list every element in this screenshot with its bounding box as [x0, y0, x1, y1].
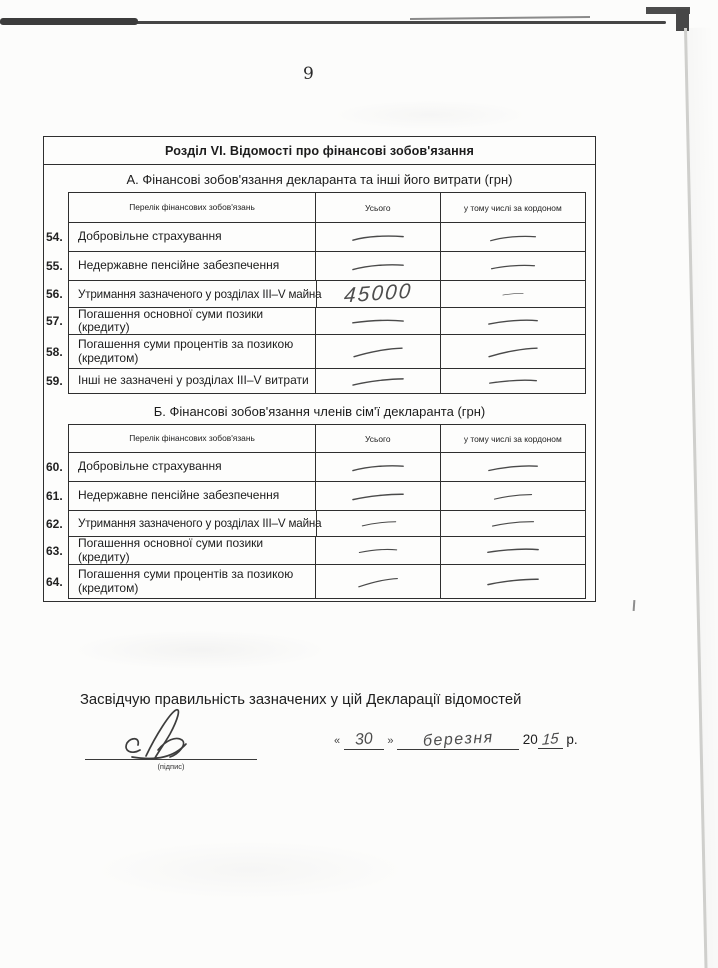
handwritten-month: березня — [422, 729, 494, 750]
table-row — [46, 334, 585, 368]
row-number: 64. — [46, 574, 63, 589]
handwritten-dash — [356, 574, 399, 588]
row-number: 57. — [46, 314, 63, 328]
table-row — [46, 510, 585, 536]
handwritten-dash — [493, 490, 534, 502]
date-line — [334, 731, 578, 750]
attestation-statement: Засвідчую правильність зазначених у цій Декларації відомостей — [80, 692, 522, 708]
table-row — [46, 279, 585, 308]
table-row — [46, 251, 585, 280]
row-number: 55. — [46, 259, 63, 273]
row-number: 60. — [46, 460, 63, 474]
row-label: Погашення суми процентів за позикою (кредитом) — [69, 565, 316, 598]
handwritten-dash — [485, 545, 541, 556]
table-header-row — [69, 193, 585, 222]
row-number: 54. — [46, 230, 63, 244]
handwritten-dash — [350, 375, 406, 388]
row-label: Погашення основної суми позики (кредиту) — [69, 308, 316, 334]
column-header-abroad: у тому числі за кордоном — [463, 433, 562, 444]
part-b-title: Б. Фінансові зобов'язання членів сім'ї декларанта (грн) — [153, 404, 486, 419]
handwritten-dash — [485, 576, 541, 588]
table-row — [46, 222, 585, 251]
section-vi-title: Розділ VI. Відомості про фінансові зобов'язання — [44, 137, 595, 165]
handwritten-dash — [351, 461, 405, 473]
close-quote: » — [387, 735, 394, 747]
handwritten-amount: 45000 — [343, 279, 414, 308]
row-label: Утримання зазначеного у розділах III–V майна — [69, 281, 317, 307]
table-header-row — [69, 425, 585, 452]
handwritten-dash — [490, 261, 536, 272]
scan-smudge — [90, 840, 410, 900]
table-row — [46, 452, 585, 481]
handwritten-signature — [112, 706, 272, 764]
handwritten-dash — [502, 289, 525, 299]
open-quote: « — [334, 735, 341, 747]
table-row — [46, 368, 585, 393]
row-number: 58. — [46, 344, 63, 359]
handwritten-dash — [487, 316, 539, 327]
row-label: Погашення суми процентів за позикою (кредитом) — [69, 335, 316, 368]
scan-artifact-top-line — [0, 21, 666, 24]
handwritten-dash — [350, 260, 406, 272]
handwritten-dash — [489, 232, 537, 243]
handwritten-dash — [350, 316, 406, 326]
column-header-list: Перелік фінансових зобов'язань — [69, 193, 316, 222]
handwritten-day: 30 — [354, 730, 374, 749]
handwritten-dash — [351, 232, 405, 243]
handwritten-dash — [486, 344, 539, 358]
table-row — [46, 564, 585, 598]
column-header-total: Усього — [316, 425, 441, 452]
table-row — [46, 481, 585, 510]
handwritten-dash — [358, 545, 398, 555]
row-label: Інші не зазначені у розділах III–V витрати — [69, 369, 316, 393]
table-row — [46, 306, 585, 334]
column-header-total: Усього — [316, 193, 441, 222]
signature-caption: (підпис) — [157, 762, 185, 771]
page-number: 9 — [303, 64, 314, 84]
handwritten-dash — [360, 518, 397, 529]
handwritten-dash — [488, 376, 538, 387]
row-label: Недержавне пенсійне забезпечення — [69, 482, 316, 510]
row-number: 61. — [46, 489, 63, 503]
handwritten-dash — [487, 461, 539, 473]
row-number: 59. — [46, 374, 63, 388]
year-century: 20 — [522, 732, 538, 747]
row-number: 56. — [46, 287, 63, 301]
column-header-abroad: у тому числі за кордоном — [463, 202, 562, 213]
row-label: Погашення основної суми позики (кредиту) — [69, 537, 316, 564]
handwritten-dash — [351, 490, 405, 502]
scan-artifact-paper-edge — [684, 28, 708, 968]
row-label: Недержавне пенсійне забезпечення — [69, 252, 316, 280]
row-label: Добровільне страхування — [69, 223, 316, 251]
row-label: Добровільне страхування — [69, 453, 316, 481]
table-row — [46, 536, 585, 564]
year-suffix: р. — [566, 732, 578, 747]
scan-smudge — [70, 630, 330, 670]
section-vi-box — [43, 136, 596, 602]
row-number: 62. — [46, 516, 63, 531]
scan-smudge — [330, 100, 530, 130]
row-label: Утримання зазначеного у розділах III–V майна — [69, 511, 317, 536]
row-number: 63. — [46, 543, 63, 558]
part-b-table — [46, 424, 586, 599]
part-a-table — [46, 192, 586, 394]
handwritten-dash — [351, 344, 404, 358]
scan-artifact-tick — [633, 600, 636, 611]
handwritten-dash — [491, 518, 535, 529]
part-a-title: А. Фінансові зобов'язання декларанта та інші його витрати (грн) — [126, 172, 513, 187]
column-header-list: Перелік фінансових зобов'язань — [69, 425, 316, 452]
handwritten-year: 15 — [541, 730, 560, 749]
